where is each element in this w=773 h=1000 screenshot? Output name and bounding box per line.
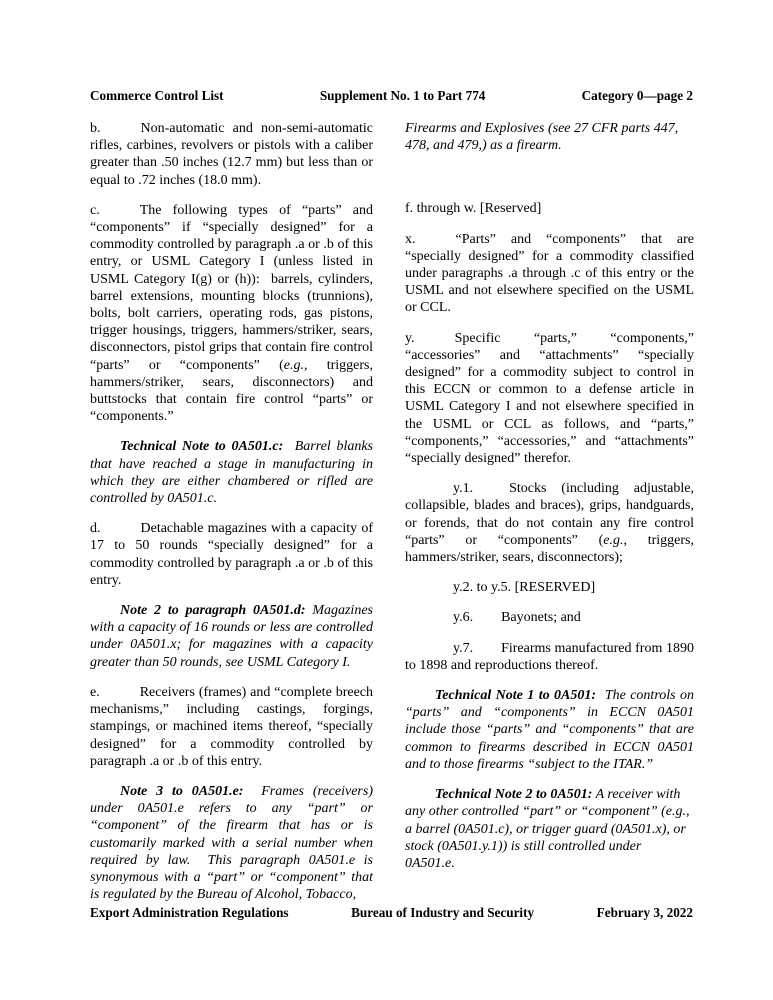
text-run: Non-automatic and non-semi-automatic rifles, carbines, revolvers or pistols with a caliber greater than .50 inches (12.7 mm) but less than or equal to .72 inches (18.0 mm). xyxy=(90,121,373,188)
paragraph-0a501-e xyxy=(90,684,373,770)
text-run: c. xyxy=(90,202,100,218)
text-run: The controls on “parts” and “components” in ECCN 0A501 include those “parts” and “components” that are common to firearms described in ECCN 0A501 and to those firearms “subject to the ITAR.” xyxy=(405,688,694,772)
technical-note-0a501-c xyxy=(90,438,373,507)
text-run: Specific “parts,” “components,” “accessories” and “attachments” “specially designed” for a commodity subject to control in this ECCN or common to a defense article in USML Category I and not elsewhere specified in the USML or CCL as follows, and “parts,” “components,” “accessories,” and “attachments” “specially designed” therefor. xyxy=(405,330,694,467)
text-run: y.1. xyxy=(453,481,474,497)
text-run: , triggers, hammers/striker, sears, disconnectors); xyxy=(405,532,694,566)
text-run: “Parts” and “components” that are “specially designed” for a commodity classified under paragraphs .a through .c of this entry or the USML and not elsewhere specified on the USML or CCL. xyxy=(405,231,694,316)
page-footer xyxy=(90,905,693,920)
text-run: y.2. to y.5. [RESERVED] xyxy=(453,580,596,596)
text-run: Technical Note 2 to 0A501: xyxy=(435,787,593,803)
paragraph-0a501-c xyxy=(90,202,373,426)
note-3-to-0a501-e xyxy=(90,783,373,903)
text-run: e. xyxy=(90,684,100,700)
header-document-title: Commerce Control List xyxy=(90,88,224,103)
note-2-to-paragraph-0a501-d xyxy=(90,602,373,671)
paragraph-0a501-d xyxy=(90,520,373,589)
text-run: Frames (receivers) under 0A501.e refers to any “part” or “component” of the firearm that has or is customarily marked with a serial number when required by law. This paragraph 0A501.e is synonymous with a “part” or “component” that is regulated by the Bureau of Alcohol, Tobacco, xyxy=(90,783,373,903)
header-supplement-title: Supplement No. 1 to Part 774 xyxy=(319,88,486,103)
text-run: Firearms manufactured from 1890 to 1898 and reproductions thereof. xyxy=(405,640,694,673)
text-run: Magazines with a capacity of 16 rounds or less are controlled under 0A501.x; for magazines with a capacity greater than 50 rounds, see USML Category I. xyxy=(90,603,373,670)
text-run: A receiver with any other controlled “part” or “component” (e.g., a barrel (0A501.c), or trigger guard (0A501.x), or stock (0A501.y.1)) is still controlled under 0A501.e. xyxy=(405,787,690,871)
text-run: Note 2 to paragraph 0A501.d: xyxy=(120,603,306,619)
text-run: The following types of “parts” and “components” if “specially designed” for a commodity controlled by paragraph .a or .b of this entry, or USML Category I (unless listed in USML Category I(g) or (h)): barrels, cylinders, barrel extensions, mounting blocks (trunnions), bolts, bolt carriers, operating rods, gas pistons, trigger housings, triggers, hammers/striker, sears, disconnectors, pistol grips that contain fire control “parts” or “components” ( xyxy=(90,202,373,373)
paragraph-0a501-x xyxy=(405,231,694,317)
technical-note-1-to-0a501 xyxy=(405,687,694,773)
paragraph-0a501-y1 xyxy=(405,480,694,566)
paragraph-0a501-y xyxy=(405,330,694,468)
document-body xyxy=(90,120,694,916)
footer-bureau-label: Bureau of Industry and Security xyxy=(351,905,535,920)
technical-note-2-to-0a501 xyxy=(405,786,694,872)
paragraph-0a501-y7 xyxy=(405,640,694,674)
text-run: y. xyxy=(405,330,415,346)
text-run: Firearms and Explosives (see 27 CFR parts 447, 478, and 479,) as a firearm. xyxy=(405,121,679,154)
paragraph-0a501-y6 xyxy=(405,609,694,626)
footer-date: February 3, 2022 xyxy=(596,905,693,920)
text-run: e.g. xyxy=(603,532,624,548)
text-run: b. xyxy=(90,121,101,136)
text-run: Note 3 to 0A501.e: xyxy=(120,783,244,799)
text-run: Detachable magazines with a capacity of 17 to 50 rounds “specially designed” for a commodity controlled by paragraph .a or .b of this entry. xyxy=(90,521,373,588)
text-run: , triggers, hammers/striker, sears, disconnectors) and buttstocks that contain fire control “parts” or “components.” xyxy=(90,357,373,425)
text-run: y.7. xyxy=(453,640,474,656)
text-run: y.6. xyxy=(453,610,474,626)
text-run: Barrel blanks that have reached a stage in manufacturing in which they are either chambered or rifled are controlled by 0A501.c. xyxy=(90,439,373,507)
page-header xyxy=(90,88,693,103)
text-run: Receivers (frames) and “complete breech mechanisms,” including castings, forgings, stampings, or machined items thereof, “specially designed” for a commodity controlled by paragraph .a or .b of this entry. xyxy=(90,684,373,769)
paragraph-0a501-y2-y5 xyxy=(405,579,694,596)
text-run: Technical Note 1 to 0A501: xyxy=(435,688,596,704)
text-run: f. through w. [Reserved] xyxy=(405,201,542,217)
text-run: x. xyxy=(405,231,416,247)
continued-text-firearms-explosives xyxy=(405,120,694,154)
text-run: d. xyxy=(90,521,101,537)
paragraph-0a501-f-through-w xyxy=(405,200,694,217)
text-run: e.g. xyxy=(283,357,304,373)
paragraph-0a501-b xyxy=(90,120,373,189)
left-column xyxy=(90,120,373,916)
right-column xyxy=(405,120,694,916)
text-run: Bayonets; and xyxy=(501,610,581,626)
header-category-page: Category 0—page 2 xyxy=(581,88,693,103)
text-run: Stocks (including adjustable, collapsible, blades and braces), grips, handguards, or forends, that do not contain any fire control “parts” or “components” ( xyxy=(405,481,694,548)
text-run: Technical Note to 0A501.c: xyxy=(120,439,284,455)
footer-regulations-label: Export Administration Regulations xyxy=(90,905,289,920)
